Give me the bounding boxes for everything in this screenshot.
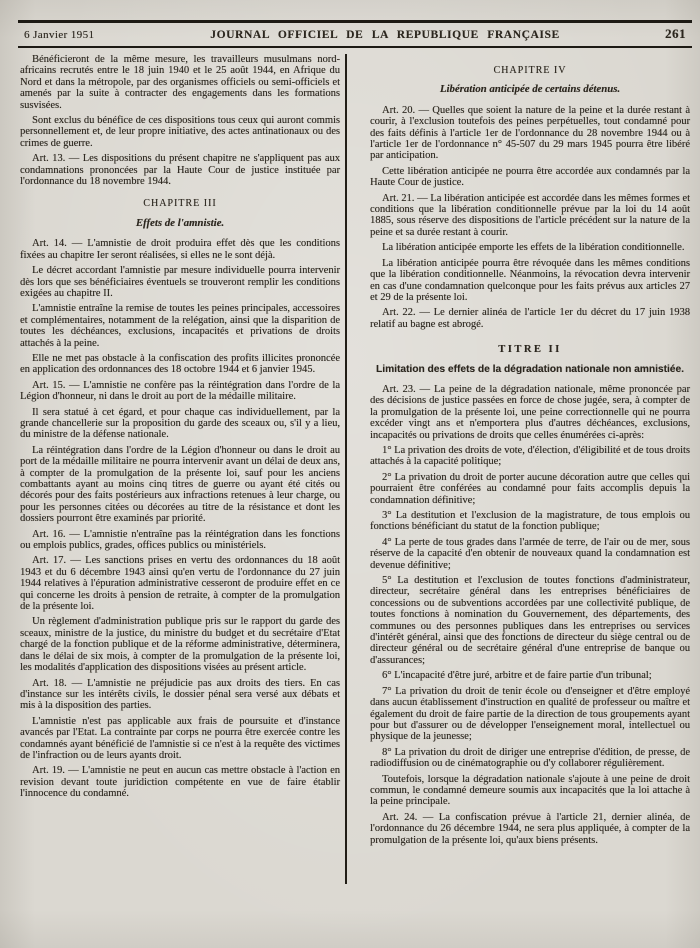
paragraph: Art. 16. — L'amnistie n'entraîne pas la réintégration dans les fonctions ou emplois publics, grades, offices publics ou ministériels. [20,528,340,552]
paragraph: Art. 24. — La confiscation prévue à l'article 21, dernier alinéa, de l'ordonnance du 26 décembre 1944, ne sera plus appliquée, à compter de la promulgation de la présente loi, qu'aux biens présents. [370,811,690,846]
paragraph: Art. 20. — Quelles que soient la nature de la peine et la durée restant à courir, à l'exclusion toutefois des peines perpétuelles, tout condamné pour des faits définis à l'article 1er de l'ordonnance du 28 novembre 1944 ou à l'article 1er de l'ordonnance n° 45-507 du 29 mars 1945 pourra être libéré par anticipation. [370,104,690,162]
text-columns [20,54,690,850]
heading-chapter: CHAPITRE III [143,198,217,210]
paragraph: Sont exclus du bénéfice de ces dispositions tous ceux qui auront commis personnellement et, de leur propre initiative, des actes antinationaux ou des crimes de guerre. [20,115,340,149]
paragraph: Art. 18. — L'amnistie ne préjudicie pas aux droits des tiers. En cas d'instance sur les intérêts civils, le dossier pénal sera versé aux débats et mis à la disposition des parties. [20,677,340,712]
heading-titre: TITRE II [498,344,562,356]
paragraph: 6° L'incapacité d'être juré, arbitre et de faire partie d'un tribunal; [382,670,652,682]
paragraph: La réintégration dans l'ordre de la Légion d'honneur ou dans le droit au port de la médaille militaire ne pourra intervenir avant un délai de deux ans, à compter de la promulgation de la présente loi, sauf pour les anciens combattants ayant au moins cinq titres de guerre ou ayant été cités ou décorés pour des faits postérieurs aux infractions retenues à leur charge, ou pour les personnes citées ou décorées au titre de la résistance et dont les dossiers pourront être examinés par priorité. [20,444,340,525]
heading-chapter: CHAPITRE IV [493,65,567,76]
paragraph: 4° La perte de tous grades dans l'armée de terre, de l'air ou de mer, sous réserve de la capacité d'en obtenir de nouveaux quand la condamnation est devenue définitive; [370,536,690,571]
paragraph: Un règlement d'administration publique pris sur le rapport du garde des sceaux, ministre de la justice, du ministre du budget et du secrétaire d'Etat chargé de la fonction publique et de la réforme administrative, déterminera, dans le délai de six mois, à compter de la promulgation de la présente loi, les modalités d'application des dispositions visées au présent article. [20,616,340,674]
paragraph: 7° La privation du droit de tenir école ou d'enseigner et d'être employé dans aucun établissement d'instruction en qualité de professeur ou maître et également du droit de faire partie de la direction de tous groupements ayant pour but d'assurer ou de développer l'enseignement moral, intellectuel ou physique de la jeunesse; [370,685,690,743]
masthead [18,20,692,48]
paragraph: Art. 23. — La peine de la dégradation nationale, même prononcée par des décisions de justice passées en force de chose jugée, sera, à compter de la promulgation de la présente loi, une peine correctionnelle qui ne pourra excéder vingt ans et n'emportera plus d'autres déchéances, exclusions, incapacités ou privations de droits que celles énumérées ci-après: [370,383,690,441]
heading-subtitle-bold: Limitation des effets de la dégradation nationale non amnistiée. [376,363,684,375]
paragraph: Cette libération anticipée ne pourra être accordée aux condamnés par la Haute Cour de justice. [370,165,690,189]
paragraph: Art. 21. — La libération anticipée est accordée dans les mêmes formes et conditions que la libération conditionnelle prévue par la loi du 14 août 1885, sous réserve des dispositions de l'article précédent sur la nature de la peine et sa durée restant à courir. [370,192,690,238]
paragraph: Art. 13. — Les dispositions du présent chapitre ne s'appliquent pas aux condamnations prononcées par la Haute Cour de justice instituée par l'ordonnance du 18 novembre 1944. [20,153,340,188]
paragraph: La libération anticipée pourra être révoquée dans les mêmes conditions que la libération conditionnelle. Néanmoins, la révocation devra intervenir en cas d'une condamnation quelconque pour les faits prévus aux articles 27 et 29 de la présente loi. [370,257,690,303]
paragraph: La libération anticipée emporte les effets de la libération conditionnelle. [382,242,685,254]
paragraph: Il sera statué à cet égard, et pour chaque cas individuellement, par la grande chancellerie sur la proposition du garde des sceaux ou, s'il y a lieu, du ministre de la défense nationale. [20,406,340,441]
paragraph: Elle ne met pas obstacle à la confiscation des profits illicites prononcée en application des ordonnances des 18 octobre 1944 et 6 janvier 1945. [20,352,340,376]
paragraph: 1° La privation des droits de vote, d'élection, d'éligibilité et de tous droits attachés à la capacité politique; [370,444,690,468]
paragraph: L'amnistie n'est pas applicable aux frais de poursuite et d'instance avancés par l'Etat. La contrainte par corps ne pourra être exercée contre les condamnés ayant bénéficié de l'amnistie si ce n'est à la requête des victimes de l'infraction ou de leurs ayants droit. [20,715,340,761]
paragraph: Art. 17. — Les sanctions prises en vertu des ordonnances du 18 août 1943 et du 6 décembre 1943 ainsi qu'en vertu de l'ordonnance du 27 juin 1944 relatives à l'épuration administrative cesseront de produire effet en ce qui concerne les droits à pension de retraite, à compter de la promulgation de la présente loi. [20,555,340,613]
paragraph: Bénéficieront de la même mesure, les travailleurs musulmans nord-africains recrutés entre le 18 juin 1940 et le 25 août 1944, en Afrique du Nord et dans la métropole, par des organismes officiels ou semi-officiels et amenés par la suite à contracter des engagements dans les formations susvisées. [20,54,340,111]
page-number: 261 [665,26,686,41]
heading-subtitle-italic: Libération anticipée de certains détenus. [439,83,621,96]
paragraph: 8° La privation du droit de diriger une entreprise d'édition, de presse, de radiodiffusion ou de cinématographie ou d'y collaborer régulièrement. [370,746,690,770]
paragraph: Art. 22. — Le dernier alinéa de l'article 1er du décret du 17 juin 1938 relatif au bagne est abrogé. [370,307,690,330]
paragraph: Art. 19. — L'amnistie ne peut en aucun cas mettre obstacle à l'action en revision devant toute juridiction compétente en vue de faire établir l'innocence du condamné. [20,765,340,800]
paragraph: 2° La privation du droit de porter aucune décoration autre que celles qui pourraient être conférées au condamné pour faits accomplis depuis la condamnation définitive; [370,471,690,506]
heading-subtitle-italic: Effets de l'amnistie. [135,216,225,229]
paragraph: 3° La destitution et l'exclusion de la magistrature, de tous emplois ou fonctions bénéficiant du statut de la fonction publique; [370,510,690,533]
paragraph: 5° La destitution et l'exclusion de toutes fonctions d'administrateur, directeur, secrétaire général dans les entreprises bénéficiaires de concessions ou de subventions accordées par une collectivité publique, de toutes fonctions à nomination du Gouvernement, des départements, des communes ou des personnes publiques dans les entreprises ou services d'intérêt général, ainsi que des fonctions de directeur du siège central ou de directeur général ou de secrétaire général d'une entreprise de banque ou d'assurances; [370,575,690,666]
column-gap [340,54,370,850]
issue-date: 6 Janvier 1951 [24,29,95,41]
paragraph: Le décret accordant l'amnistie par mesure individuelle pourra intervenir dès lors que ses bénéficiaires éventuels se trouveront remplir les conditions exigées au chapitre II. [20,265,340,299]
paragraph: Toutefois, lorsque la dégradation nationale s'ajoute à une peine de droit commun, le condamné demeure soumis aux incapacités que la loi attache à la peine principale. [370,773,690,808]
paragraph: Art. 14. — L'amnistie de droit produira effet dès que les conditions fixées au chapitre Ier seront réalisées, si elles ne le sont déjà. [20,238,340,261]
paragraph: Art. 15. — L'amnistie ne confère pas la réintégration dans l'ordre de la Légion d'honneur, ni dans le droit au port de la médaille militaire. [20,379,340,403]
left-column [20,54,340,850]
paragraph: L'amnistie entraîne la remise de toutes les peines principales, accessoires et complémentaires, notamment de la relégation, ainsi que la disparition de toutes les déchéances, exclusions, incapacités et privations de droits attachés à la peine. [20,303,340,349]
journal-title: JOURNAL OFFICIEL DE LA REPUBLIQUE FRANÇAISE [210,29,560,41]
right-column [370,54,690,850]
